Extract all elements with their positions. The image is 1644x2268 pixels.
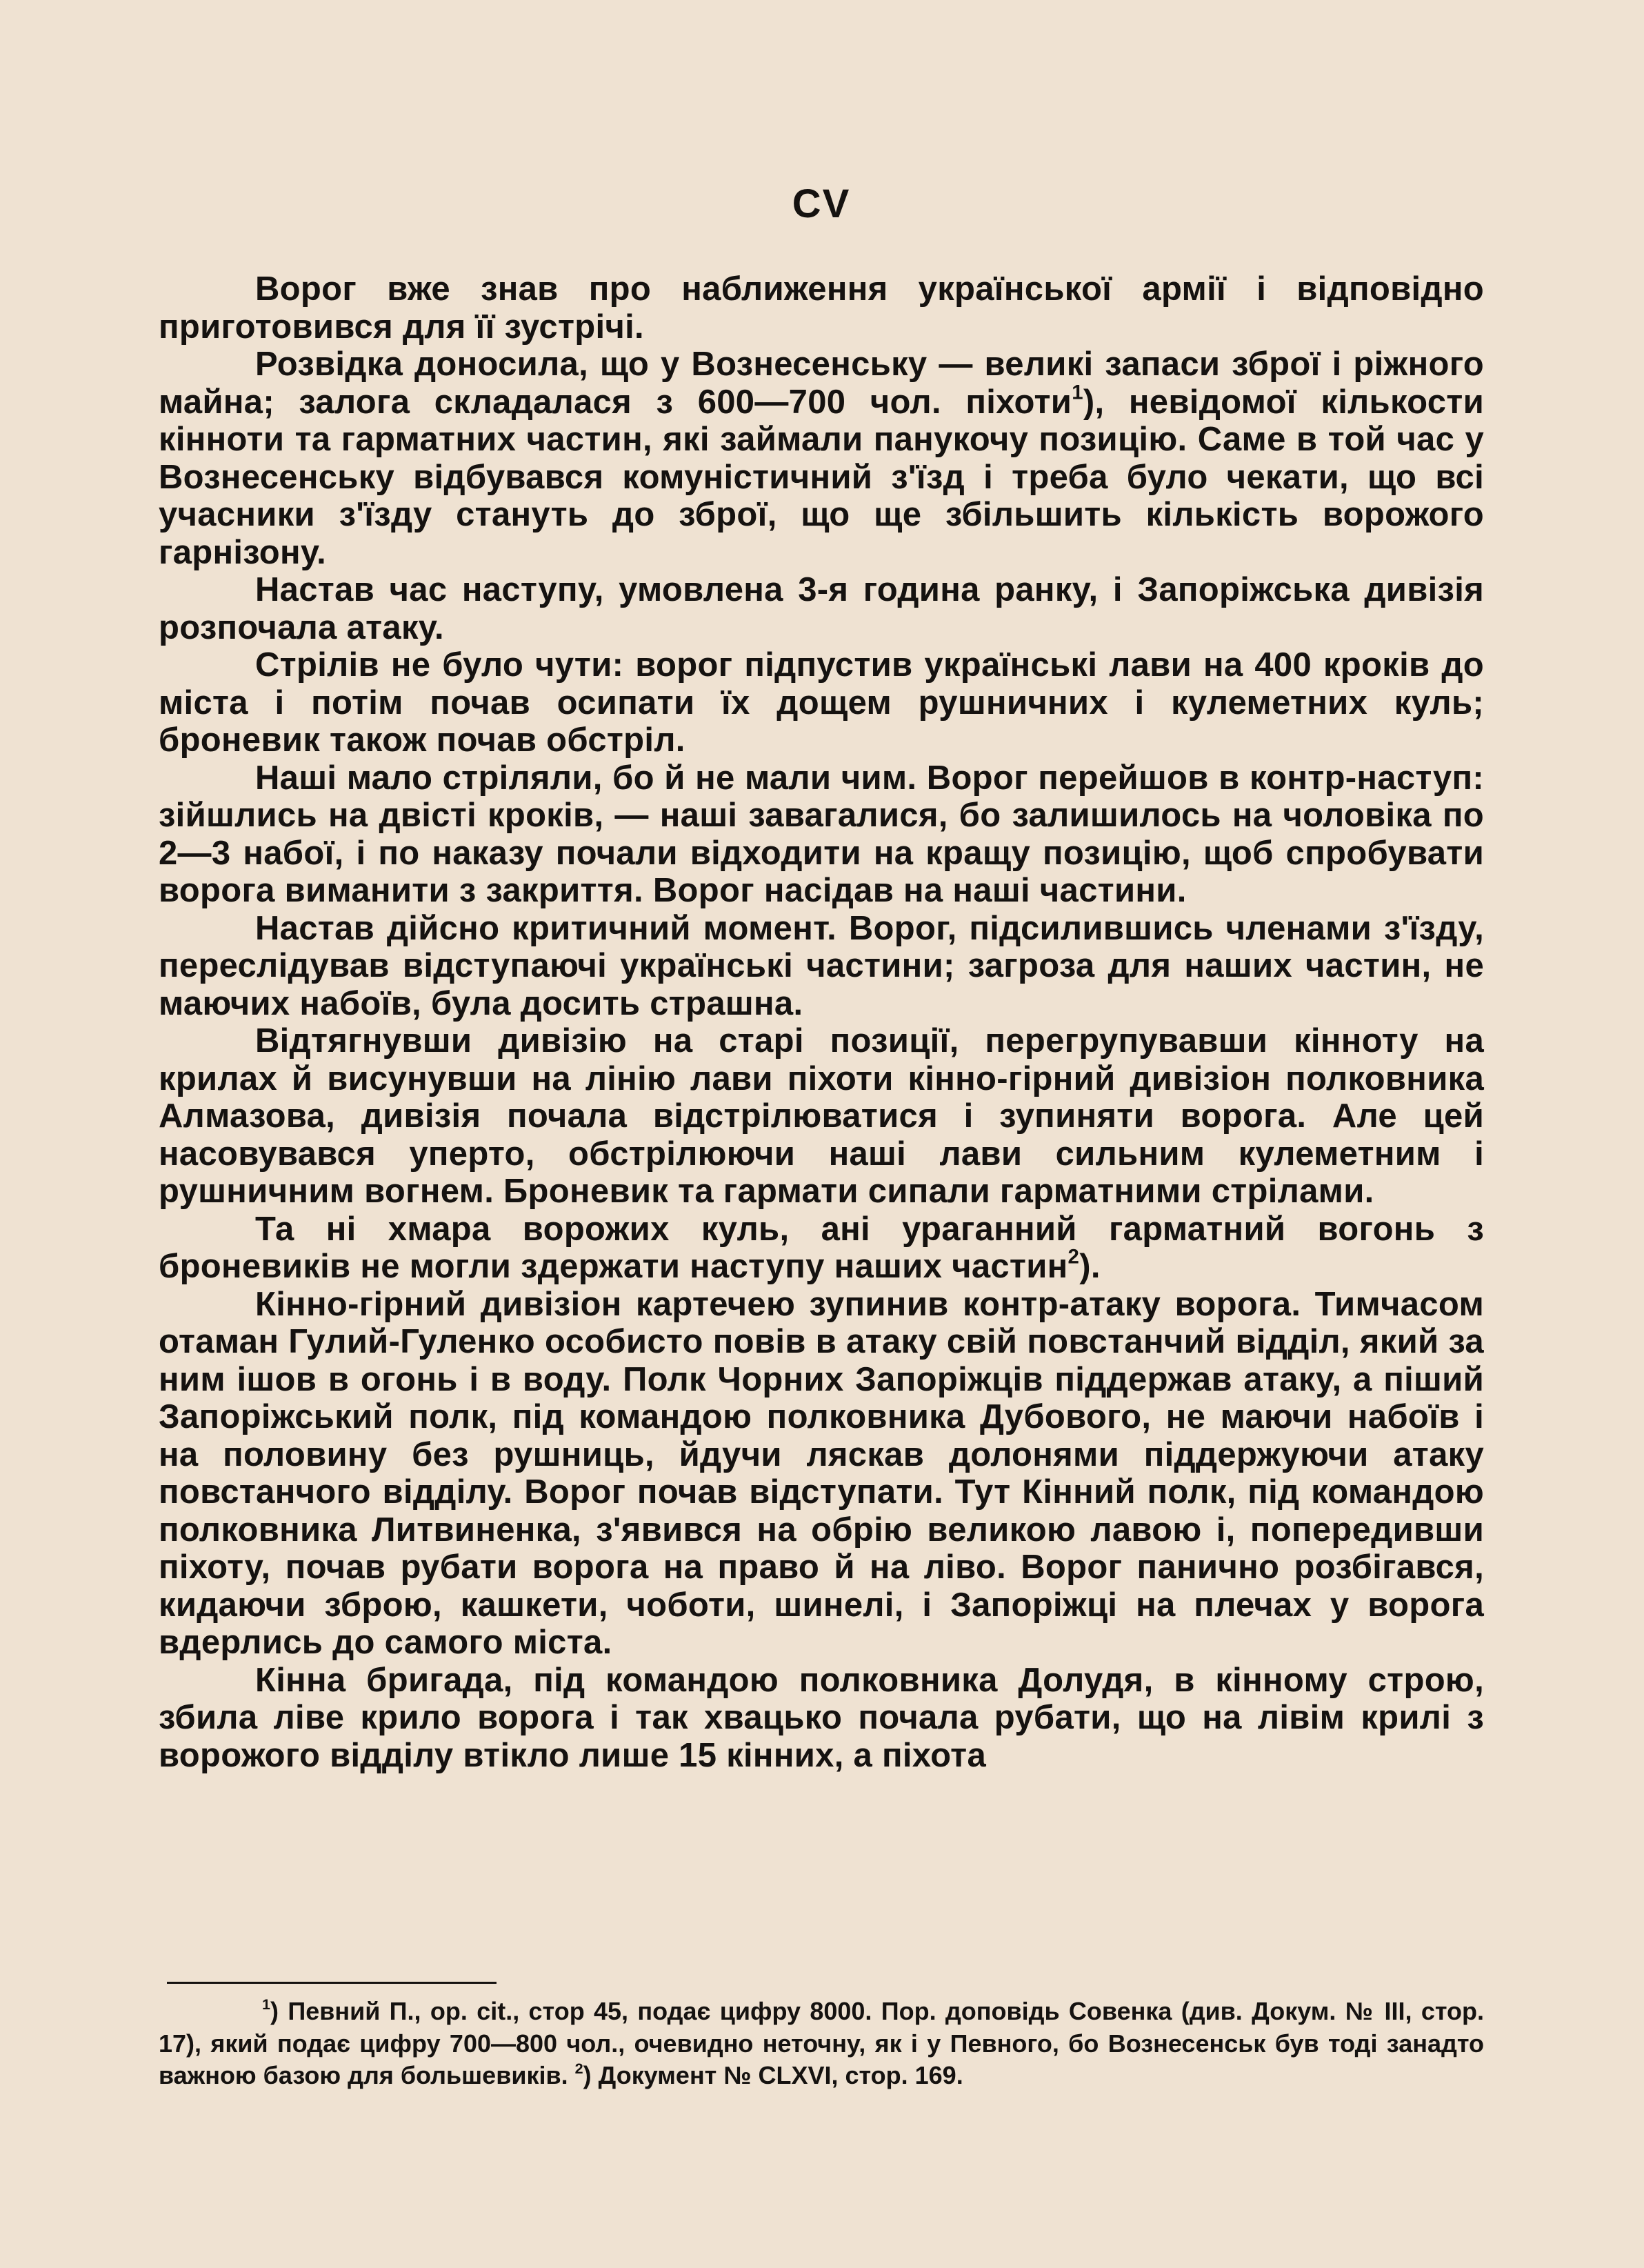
- document-page: [159, 0, 1484, 2268]
- paragraph: Ворог вже знав про наближення української армії і відповідно приготовився для її зустрічі.: [159, 270, 1484, 346]
- footnote-mark: 2: [574, 2059, 583, 2077]
- footnote: $^1$) Певний П., op. cit., стор 45, подає цифру 8000. Пор. доповідь Совенка (див. Докум. № III, стор. 17), який подає цифру 700—800 чол., очевидно неточну, як і у Певного, бо Вознесенськ був тоді занадто важною базою для большевиків. $^2$) Документ № CLXVI, стор. 169.: [159, 1995, 1484, 2089]
- body-text: [159, 270, 1484, 1774]
- paragraph: Стрілів не було чути: ворог підпустив українські лави на 400 кроків до міста і потім почав осипати їх дощем рушничних і кулеметних куль; броневик також почав обстріл.: [159, 646, 1484, 759]
- footnote-divider: [167, 1982, 497, 1984]
- footnotes: [159, 1996, 1484, 2092]
- paragraph: Кінно-гірний дивізіон картечею зупинив контр-атаку ворога. Тимчасом отаман Гулий-Гуленко особисто повів в атаку свій повстанчий відділ, який за ним ішов в огонь і в воду. Полк Чорних Запоріжців піддержав атаку, а піший Запоріжський полк, під командою полковника Дубового, не маючи набоїв і на половину без рушниць, йдучи ляскав долонями піддержуючи атаку повстанчого відділу. Ворог почав відступати. Тут Кінний полк, під командою полковника Литвиненка, з'явився на обрію великою лавою і, попередивши піхоту, почав рубати ворога на право й на ліво. Ворог панично розбігався, кидаючи зброю, кашкети, чоботи, шинелі, і Запоріжці на плечах у ворога вдерлись до самого міста.: [159, 1285, 1484, 1661]
- paragraph: Настав час наступу, умовлена 3-я година ранку, і Запоріжська дивізія розпочала атаку.: [159, 571, 1484, 646]
- paragraph: Та ні хмара ворожих куль, ані ураганний гарматний вогонь з броневиків не могли здержати наступу наших частин$^2$).: [159, 1210, 1484, 1285]
- paragraph: Настав дійсно критичний момент. Ворог, підсилившись членами з'їзду, переслідував відступаючі українські частини; загроза для наших частин, не маючих набоїв, була досить страшна.: [159, 909, 1484, 1022]
- footnote-mark: 1: [262, 1995, 271, 2013]
- paragraph: Кінна бригада, під командою полковника Долудя, в кінному строю, збила ліве крило ворога і так хвацько почала рубати, що на лівім крилі з ворожого відділу втікло лише 15 кінних, а піхота: [159, 1661, 1484, 1774]
- paragraph: Відтягнувши дивізію на старі позиції, перегрупувавши кінноту на крилах й висунувши на лінію лави піхоти кінно-гірний дивізіон полковника Алмазова, дивізія почала відстрілюватися і зупиняти ворога. Але цей насовувався уперто, обстрілюючи наші лави сильним кулеметним і рушничним вогнем. Броневик та гармати сипали гарматними стрілами.: [159, 1022, 1484, 1210]
- page-number: CV: [792, 181, 851, 226]
- paragraph: Розвідка доносила, що у Вознесенську — великі запаси зброї і ріжного майна; залога складалася з 600—700 чол. піхоти$^1$), невідомої кількости кінноти та гарматних частин, які займали панукочу позицію. Саме в той час у Вознесенську відбувався комуністичний з'їзд і треба було чекати, що всі учасники з'їзду стануть до зброї, що ще збільшить кількість ворожого гарнізону.: [159, 346, 1484, 571]
- footnote-reference[interactable]: 2: [1067, 1245, 1080, 1269]
- paragraph: Наші мало стріляли, бо й не мали чим. Ворог перейшов в контр-наступ: зійшлись на двісті кроків, — наші завагалися, бо залишилось на чоловіка по 2—3 набої, і по наказу почали відходити на кращу позицію, щоб спробувати ворога виманити з закриття. Ворог насідав на наші частини.: [159, 759, 1484, 909]
- footnote-reference[interactable]: 1: [1072, 380, 1083, 404]
